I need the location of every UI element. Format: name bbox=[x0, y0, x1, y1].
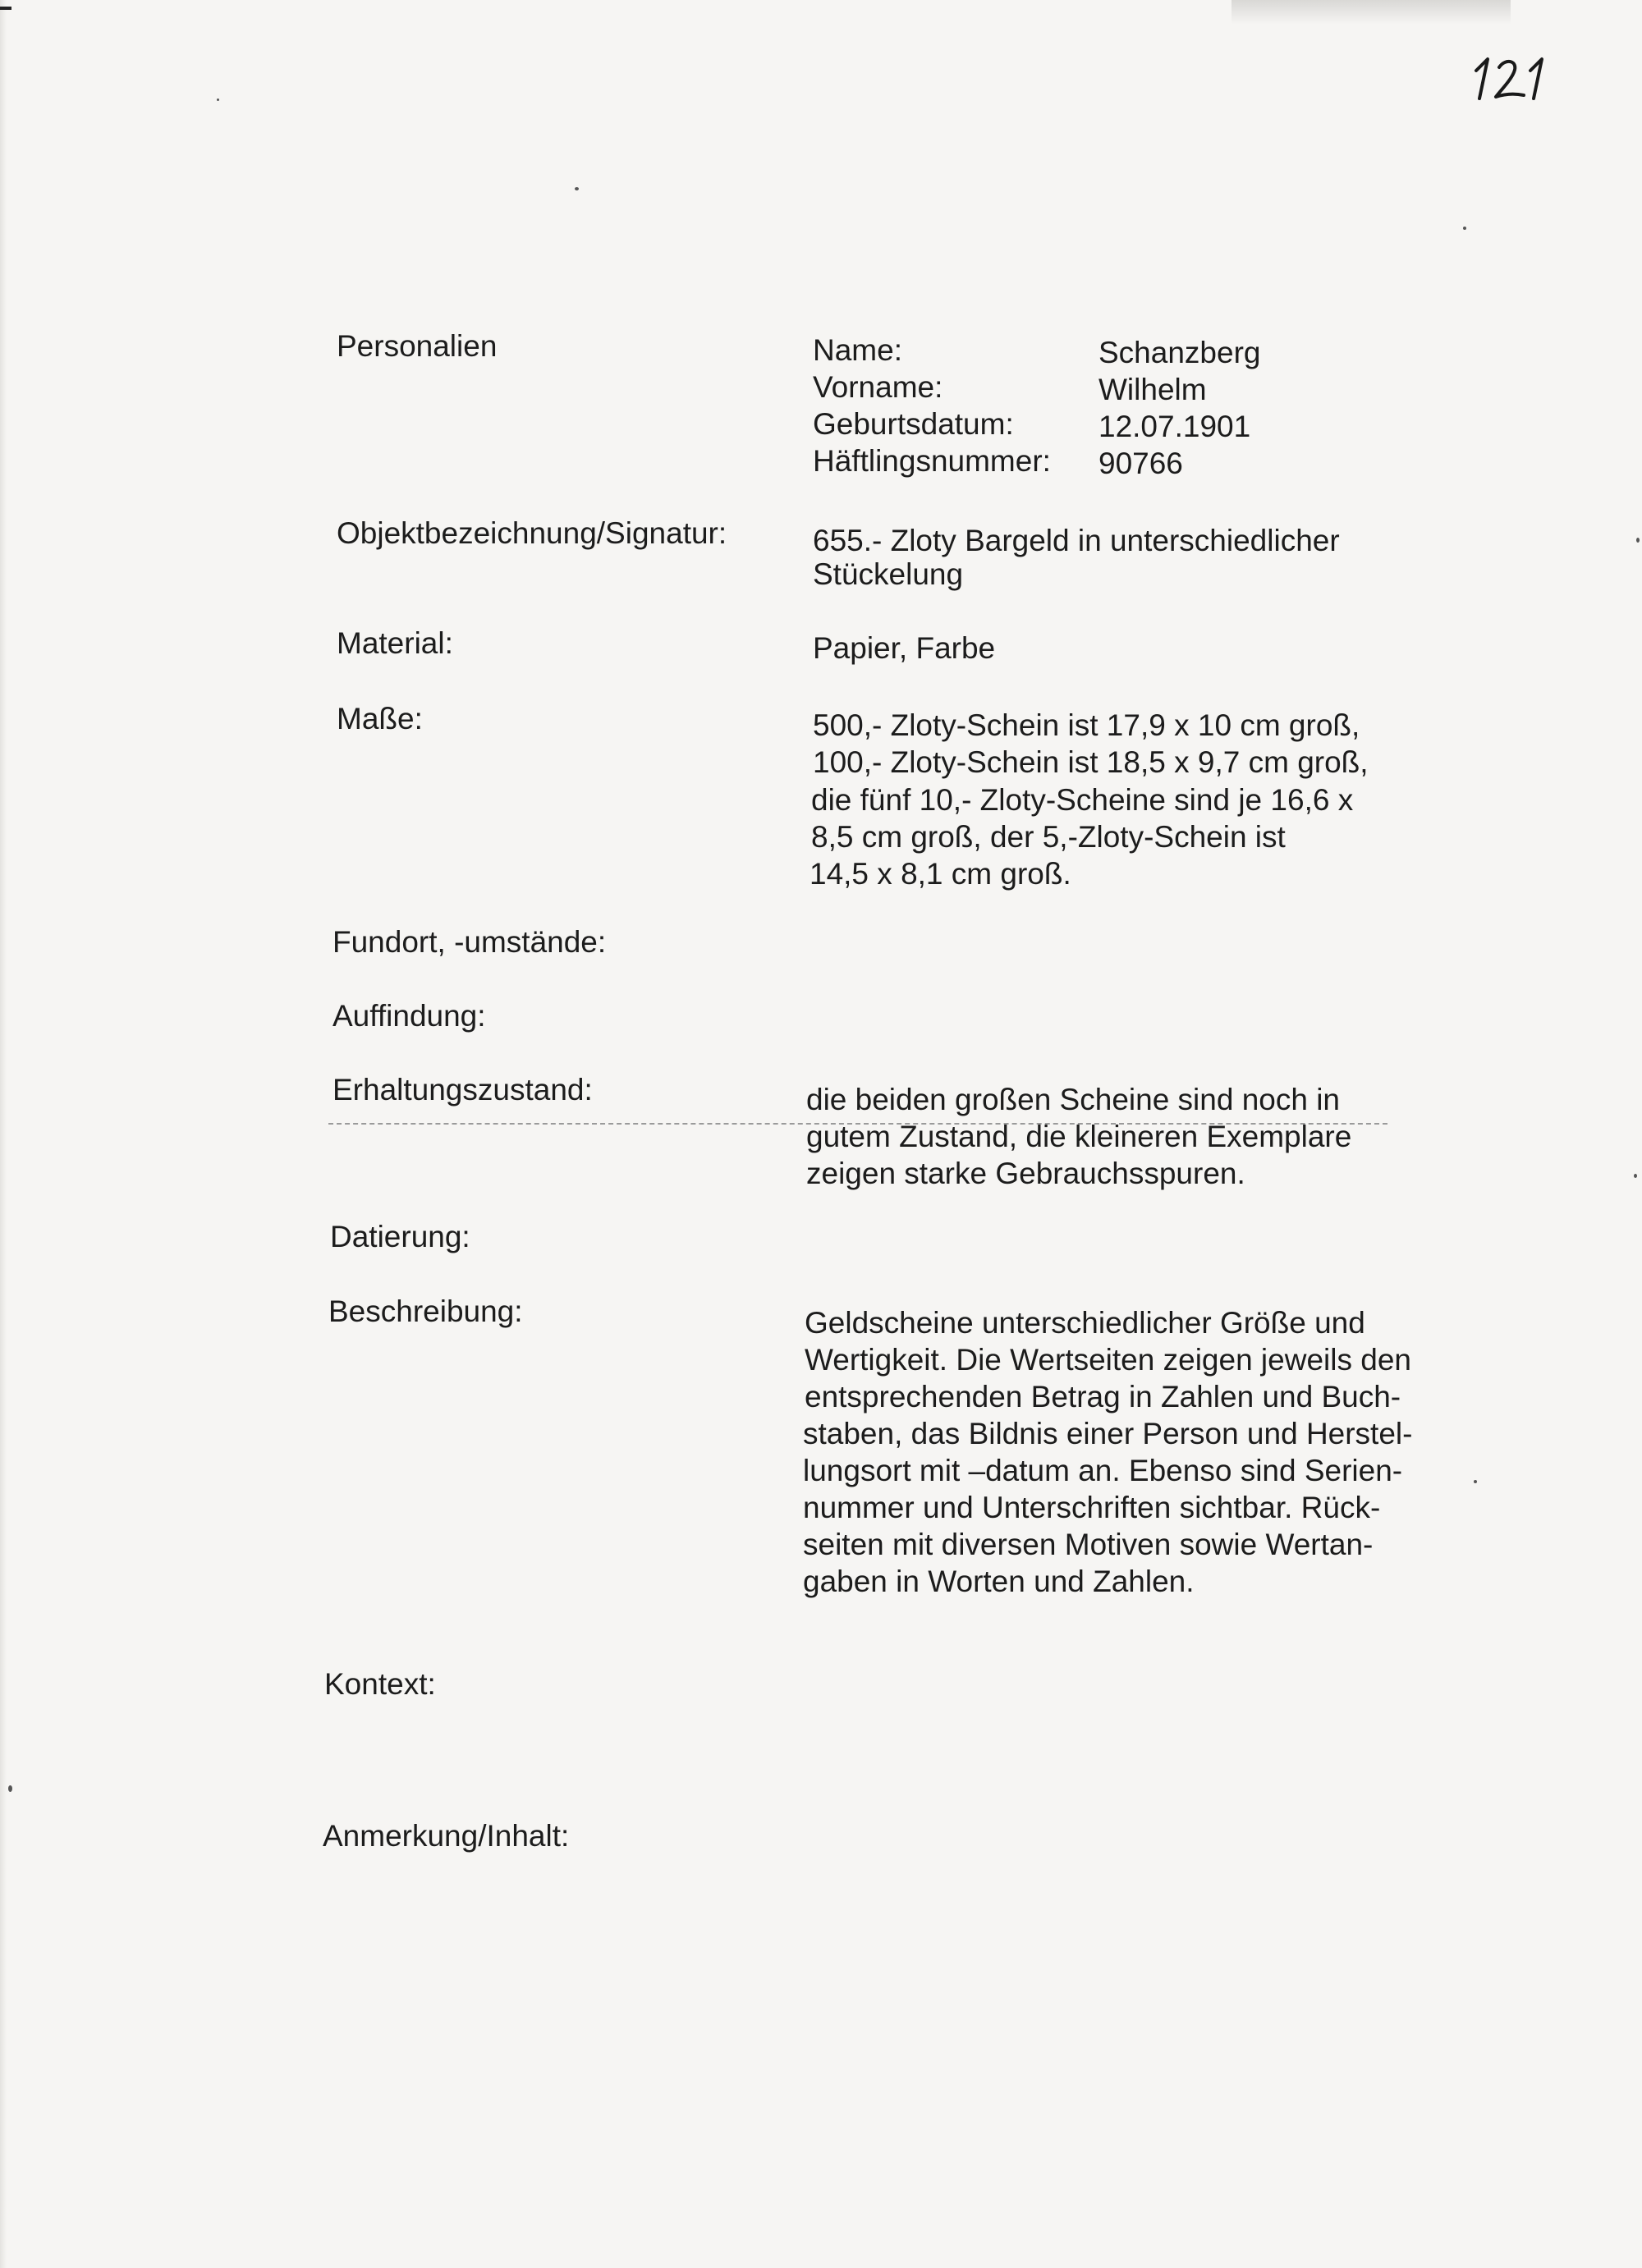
masse-label: Maße: bbox=[337, 702, 423, 735]
handwritten-page-number bbox=[1470, 39, 1568, 105]
geburtsdatum-field-value: 12.07.1901 bbox=[1098, 410, 1251, 443]
material-value-line: Papier, Farbe bbox=[813, 631, 996, 665]
objekt-value-line: 655.- Zloty Bargeld in unterschiedlicher bbox=[813, 524, 1340, 557]
fundort-label: Fundort, -umstände: bbox=[333, 925, 607, 959]
beschreibung-value-line: entsprechenden Betrag in Zahlen und Buch- bbox=[805, 1380, 1401, 1413]
beschreibung-value-line: Geldscheine unterschiedlicher Größe und bbox=[805, 1306, 1365, 1340]
scan-speck bbox=[1463, 227, 1466, 230]
beschreibung-value-line: seiten mit diversen Motiven sowie Wertan- bbox=[803, 1528, 1374, 1561]
masse-value-line: 500,- Zloty-Schein ist 17,9 x 10 cm groß, bbox=[813, 708, 1360, 742]
scan-speck bbox=[217, 99, 219, 101]
erhaltung-value-line: die beiden großen Scheine sind noch in bbox=[806, 1083, 1341, 1116]
scan-speck bbox=[8, 1785, 12, 1792]
geburtsdatum-field-label: Geburtsdatum: bbox=[813, 407, 1014, 441]
erhaltung-value-line: zeigen starke Gebrauchsspuren. bbox=[806, 1157, 1245, 1190]
scan-edge-shadow bbox=[1232, 0, 1511, 25]
beschreibung-value-line: gaben in Worten und Zahlen. bbox=[803, 1565, 1195, 1598]
beschreibung-value-line: lungsort mit –datum an. Ebenso sind Serien- bbox=[803, 1454, 1403, 1487]
anmerkung-label: Anmerkung/Inhalt: bbox=[323, 1819, 570, 1853]
scan-speck bbox=[1634, 1174, 1637, 1178]
beschreibung-value-line: Wertigkeit. Die Wertseiten zeigen jeweils den bbox=[805, 1343, 1411, 1377]
material-label: Material: bbox=[337, 626, 453, 660]
masse-value-line: 14,5 x 8,1 cm groß. bbox=[810, 857, 1071, 891]
name-field-label: Name: bbox=[813, 333, 902, 367]
objekt-label: Objektbezeichnung/Signatur: bbox=[337, 516, 727, 550]
vorname-field-label: Vorname: bbox=[813, 370, 943, 404]
masse-value-line: die fünf 10,- Zloty-Scheine sind je 16,6 x bbox=[811, 783, 1354, 817]
name-field-value: Schanzberg bbox=[1098, 336, 1261, 369]
scan-corner-mark bbox=[0, 7, 11, 10]
vorname-field-value: Wilhelm bbox=[1098, 373, 1207, 406]
beschreibung-label: Beschreibung: bbox=[328, 1294, 523, 1328]
datierung-label: Datierung: bbox=[330, 1220, 470, 1253]
beschreibung-value-line: staben, das Bildnis einer Person und Herstel- bbox=[803, 1417, 1413, 1450]
haeftlingsnummer-field-label: Häftlingsnummer: bbox=[813, 444, 1051, 478]
erhaltung-label: Erhaltungszustand: bbox=[333, 1073, 593, 1107]
auffindung-label: Auffindung: bbox=[333, 999, 486, 1033]
erhaltung-value-line: gutem Zustand, die kleineren Exemplare bbox=[806, 1120, 1352, 1153]
masse-value-line: 100,- Zloty-Schein ist 18,5 x 9,7 cm groß, bbox=[813, 745, 1369, 779]
kontext-label: Kontext: bbox=[324, 1667, 436, 1701]
masse-value-line: 8,5 cm groß, der 5,-Zloty-Schein ist bbox=[811, 820, 1286, 854]
scan-speck bbox=[1474, 1480, 1477, 1483]
scan-speck bbox=[1636, 538, 1640, 543]
personalien-label: Personalien bbox=[337, 329, 498, 363]
objekt-value-line: Stückelung bbox=[813, 557, 964, 591]
haeftlingsnummer-field-value: 90766 bbox=[1098, 447, 1183, 480]
scan-speck bbox=[575, 187, 579, 190]
beschreibung-value-line: nummer und Unterschriften sichtbar. Rück- bbox=[803, 1491, 1381, 1524]
scan-edge-left bbox=[0, 0, 7, 2268]
